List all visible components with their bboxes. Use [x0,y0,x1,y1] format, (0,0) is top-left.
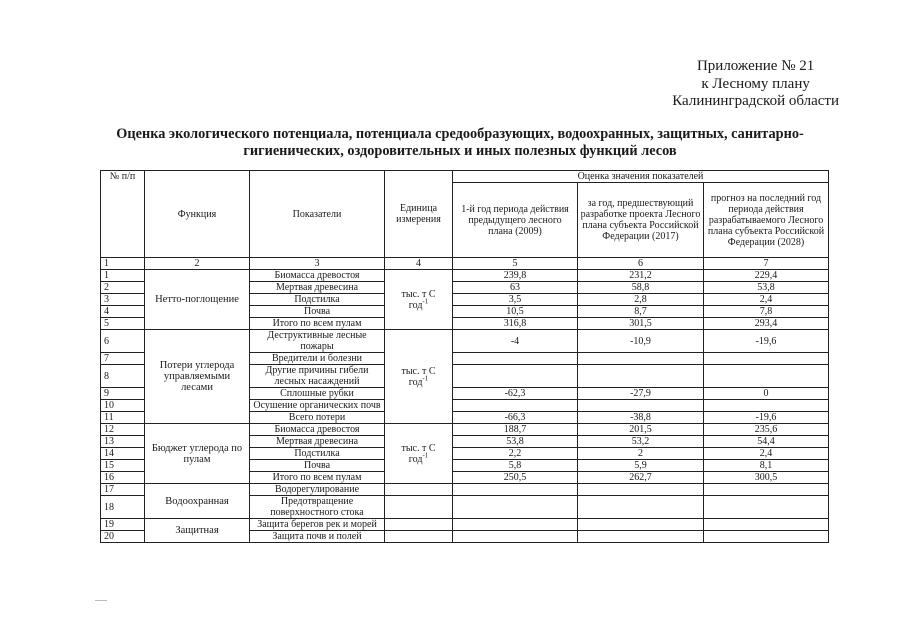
value-previous-year [578,531,704,543]
table-row [101,484,829,496]
indicator-cell: Водорегулирование [250,484,385,496]
value-forecast [704,484,829,496]
value-previous-year: 231,2 [578,270,704,282]
value-forecast: 7,8 [704,306,829,318]
scan-mark [95,600,107,601]
header-num: № п/п [101,171,145,258]
evaluation-table [100,170,829,543]
col-number: 6 [578,258,704,270]
indicator-cell: Биомасса древостоя [250,424,385,436]
value-previous-year: 201,5 [578,424,704,436]
col-number: 7 [704,258,829,270]
indicator-cell: Мертвая древесина [250,282,385,294]
value-previous-year [578,484,704,496]
value-forecast: -19,6 [704,412,829,424]
row-number: 6 [101,330,145,353]
value-first-year [453,519,578,531]
column-numbers-row [101,258,829,270]
value-previous-year: 5,9 [578,460,704,472]
unit-per-year: год [408,453,423,465]
appendix-line-1: Приложение № 21 [696,58,815,74]
appendix-line-3: Калининградской области [672,93,839,109]
header-col-previous-year: за год, предшествующий разработке проекта Лесного плана субъекта Российской Федерации (2017) [578,183,704,258]
header-col-forecast: прогноз на последний год периода действия разрабатываемого Лесного плана субъекта Российской Федерации (2028) [704,183,829,258]
function-water-cell: Водоохранная [145,484,250,519]
indicator-cell: Подстилка [250,448,385,460]
row-number: 1 [101,270,145,282]
indicator-cell: Итого по всем пулам [250,318,385,330]
value-previous-year [578,353,704,365]
unit-cell [385,330,453,424]
header-indicators: Показатели [250,171,385,258]
unit-exponent: -1 [422,297,429,306]
row-number: 20 [101,531,145,543]
value-first-year: -66,3 [453,412,578,424]
col-number: 5 [453,258,578,270]
value-previous-year [578,519,704,531]
row-number: 13 [101,436,145,448]
value-forecast [704,496,829,519]
value-first-year: 10,5 [453,306,578,318]
col-number: 2 [145,258,250,270]
value-forecast: 53,8 [704,282,829,294]
row-number: 5 [101,318,145,330]
value-forecast [704,353,829,365]
value-first-year: 53,8 [453,436,578,448]
value-forecast: 2,4 [704,448,829,460]
table-row [101,519,829,531]
row-number: 3 [101,294,145,306]
row-number: 8 [101,365,145,388]
indicator-cell: Предотвращение поверхностного стока [250,496,385,519]
value-first-year [453,365,578,388]
row-number: 9 [101,388,145,400]
unit-cell-empty [385,496,453,519]
row-number: 18 [101,496,145,519]
value-first-year: 5,8 [453,460,578,472]
value-first-year: -62,3 [453,388,578,400]
indicator-cell: Почва [250,460,385,472]
value-forecast: 300,5 [704,472,829,484]
value-previous-year: 262,7 [578,472,704,484]
row-number: 17 [101,484,145,496]
col-number: 3 [250,258,385,270]
value-first-year: 63 [453,282,578,294]
value-first-year: 2,2 [453,448,578,460]
row-number: 11 [101,412,145,424]
value-previous-year: -10,9 [578,330,704,353]
row-number: 19 [101,519,145,531]
value-first-year [453,484,578,496]
col-number: 1 [101,258,145,270]
value-forecast: 229,4 [704,270,829,282]
value-forecast: 2,4 [704,294,829,306]
indicator-cell: Осушение органических почв [250,400,385,412]
header-function: Функция [145,171,250,258]
value-first-year [453,400,578,412]
value-first-year [453,353,578,365]
value-forecast [704,519,829,531]
value-forecast [704,365,829,388]
value-previous-year [578,365,704,388]
value-first-year: 316,8 [453,318,578,330]
unit-cell [385,424,453,484]
value-forecast: 293,4 [704,318,829,330]
value-forecast: 8,1 [704,460,829,472]
document-title [92,126,828,160]
row-number: 14 [101,448,145,460]
unit-cell-empty [385,519,453,531]
value-previous-year: 58,8 [578,282,704,294]
row-number: 16 [101,472,145,484]
function-losses-cell: Потери углерода управляемыми лесами [145,330,250,424]
title-line-2: гигиенических, оздоровительных и иных полезных функций лесов [243,143,677,159]
value-previous-year: 8,7 [578,306,704,318]
indicator-cell: Защита берегов рек и морей [250,519,385,531]
indicator-cell: Подстилка [250,294,385,306]
value-previous-year: 2,8 [578,294,704,306]
unit-per-year: год [408,299,423,311]
indicator-cell: Итого по всем пулам [250,472,385,484]
function-protect-cell: Защитная [145,519,250,543]
value-previous-year: 2 [578,448,704,460]
table-row [101,330,829,353]
value-first-year: -4 [453,330,578,353]
appendix-line-2: к Лесному плану [701,75,810,92]
indicator-cell: Всего потери [250,412,385,424]
indicator-cell: Биомасса древостоя [250,270,385,282]
indicator-cell: Вредители и болезни [250,353,385,365]
unit-exponent: -1 [422,374,429,383]
header-estimate-group: Оценка значения показателей [453,171,829,183]
indicator-cell: Почва [250,306,385,318]
indicator-cell: Мертвая древесина [250,436,385,448]
row-number: 10 [101,400,145,412]
value-previous-year: -38,8 [578,412,704,424]
unit-cell-empty [385,531,453,543]
row-number: 15 [101,460,145,472]
value-first-year [453,496,578,519]
value-first-year: 250,5 [453,472,578,484]
value-first-year [453,531,578,543]
table-row [101,270,829,282]
header-unit: Единица измерения [385,171,453,258]
indicator-cell: Защита почв и полей [250,531,385,543]
row-number: 4 [101,306,145,318]
unit-text: тыс. т С [401,442,436,454]
unit-exponent: -1 [422,451,429,460]
col-number: 4 [385,258,453,270]
value-forecast: 54,4 [704,436,829,448]
unit-per-year: год [408,376,423,388]
indicator-cell: Другие причины гибели лесных насаждений [250,365,385,388]
function-budget-cell: Бюджет углерода по пулам [145,424,250,484]
function-netto-cell: Нетто-поглощение [145,270,250,330]
value-previous-year [578,496,704,519]
unit-cell [385,270,453,330]
value-forecast [704,400,829,412]
value-previous-year [578,400,704,412]
value-forecast: 235,6 [704,424,829,436]
unit-text: тыс. т С [401,288,436,300]
value-forecast [704,531,829,543]
value-previous-year: 53,2 [578,436,704,448]
indicator-cell: Деструктивные лесные пожары [250,330,385,353]
table-row [101,424,829,436]
value-previous-year: 301,5 [578,318,704,330]
row-number: 7 [101,353,145,365]
row-number: 2 [101,282,145,294]
value-first-year: 188,7 [453,424,578,436]
indicator-cell: Сплошные рубки [250,388,385,400]
value-first-year: 239,8 [453,270,578,282]
unit-cell-empty [385,484,453,496]
row-number: 12 [101,424,145,436]
value-forecast: 0 [704,388,829,400]
value-first-year: 3,5 [453,294,578,306]
header-col-first-year: 1-й год периода действия предыдущего лесного плана (2009) [453,183,578,258]
appendix-header [672,58,839,111]
unit-text: тыс. т С [401,365,436,377]
value-forecast: -19,6 [704,330,829,353]
value-previous-year: -27,9 [578,388,704,400]
title-line-1: Оценка экологического потенциала, потенциала средообразующих, водоохранных, защитных, санитарно- [116,126,804,142]
